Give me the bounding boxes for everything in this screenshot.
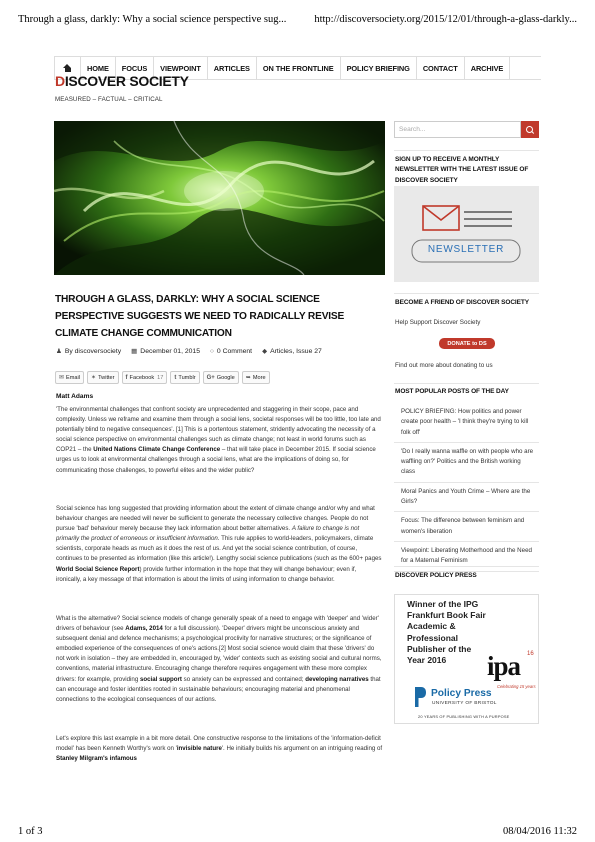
policy-press-heading: DISCOVER POLICY PRESS	[395, 572, 477, 579]
meta-author-text: By discoversociety	[64, 347, 122, 355]
paragraph-emphasis: A failure to change is not primarily the product of erroneous or insufficient information.	[56, 525, 360, 543]
donate-info-link[interactable]: Find out more about donating to us	[395, 362, 493, 369]
share-tumblr-button[interactable]	[170, 371, 199, 384]
policy-press-name: Policy Press	[431, 688, 492, 699]
policy-press-years: 20 YEARS OF PUBLISHING WITH A PURPOSE	[418, 714, 510, 719]
newsletter-heading: SIGN UP TO RECEIVE A MONTHLY NEWSLETTER WITH THE LATEST ISSUE OF DISCOVER SOCIETY	[395, 156, 529, 184]
article-hero-image	[54, 121, 385, 275]
share-more-label: More	[252, 374, 266, 381]
popular-post-item[interactable]: Moral Panics and Youth Crime – Where are the Girls?	[394, 483, 539, 513]
paragraph-text: for a full discussion). 'Deeper' drivers might be unconscious anxiety and subsequent denial and defence mechanisms; a psychological proclivity for narrative structures; or the significance of embodied experience of the consequences of one's actions.[2] Most social science would claim that these 'drivers' do not work in isolation – they are embedded in, encouraged by, 'wider' contexts such as existing social and cultural norms, conventions, material infrastructure. Encouraging change therefore requires engagement with these more complex drivers: for example, providing	[56, 625, 382, 683]
meta-date	[131, 347, 200, 355]
policy-press-ad[interactable]	[394, 594, 539, 724]
support-text: Help Support Discover Society	[395, 319, 481, 326]
popular-heading: MOST POPULAR POSTS OF THE DAY	[395, 388, 509, 395]
paragraph-text: This rule applies to world-leaders, policymakers, climate scientists, corporate heads as much as it does the rest of us. And yet the social science contribution, of course, continues to be presented as information (like this article!). Lengthy social science publications (such as the 600+ pages	[56, 535, 382, 563]
ipa-caption: Celebrating 15 years	[497, 684, 536, 689]
milgram-link[interactable]: Stanley Milgram's infamous	[56, 755, 137, 763]
logo-initial: D	[55, 74, 65, 86]
paragraph-text: Social science has long suggested that providing information about the extent of climate change and/or why and what behaviour changes are needed will never be sufficient to generate the necessary collective changes. People do not pursue 'bad' behaviour merely because they lack information about better alternatives.	[56, 505, 375, 533]
policy-press-logo-icon	[415, 687, 426, 707]
nav-item-home[interactable]: HOME	[81, 57, 116, 79]
tag-icon: ◆	[262, 348, 268, 355]
paragraph-text: '. He initially builds his argument on an intriguing reading of	[221, 745, 383, 753]
nav-item-articles[interactable]: ARTICLES	[208, 57, 257, 79]
share-facebook-button[interactable]	[122, 371, 168, 384]
social-support-link[interactable]: social support	[139, 675, 182, 683]
share-tumblr-label: Tumblr	[178, 374, 196, 381]
nav-item-contact[interactable]: CONTACT	[417, 57, 465, 79]
world-social-science-report-link[interactable]: World Social Science Report	[56, 565, 140, 573]
nav-item-archive[interactable]: ARCHIVE	[465, 57, 511, 79]
ipa-year: 16	[527, 651, 534, 657]
sidebar-divider	[394, 383, 539, 384]
policy-press-university: UNIVERSITY OF BRISTOL	[432, 701, 497, 706]
article-paragraph	[56, 405, 383, 476]
share-email-button[interactable]	[55, 371, 84, 384]
calendar-icon: ▦	[131, 348, 138, 355]
sidebar-divider	[394, 150, 539, 151]
print-page-number: 1 of 3	[18, 826, 43, 837]
share-google-button[interactable]	[203, 371, 239, 384]
search-input[interactable]: Search...	[394, 121, 521, 138]
popular-post-item[interactable]: POLICY BRIEFING: How politics and power create poor health – 'I think they're trying to kill folk off'	[394, 403, 539, 443]
article-title: THROUGH A GLASS, DARKLY: WHY A SOCIAL SCIENCE PERSPECTIVE SUGGESTS WE NEED TO RADICALLY REVISE CLIMATE CHANGE COMMUNICATION	[55, 294, 345, 339]
invisible-nature-link[interactable]: invisible nature	[176, 745, 222, 753]
home-icon	[63, 64, 72, 72]
sidebar-divider	[394, 293, 539, 294]
nav-item-viewpoint[interactable]: VIEWPOINT	[154, 57, 208, 79]
search-icon	[526, 126, 534, 134]
popular-post-item[interactable]: Focus: The difference between feminism and women's liberation	[394, 512, 539, 542]
share-facebook-label: Facebook	[129, 374, 155, 381]
cop21-link[interactable]: United Nations Climate Change Conference	[93, 446, 221, 454]
google-icon: G+	[206, 374, 215, 381]
share-twitter-button[interactable]	[87, 371, 119, 384]
facebook-icon: f	[125, 374, 128, 381]
developing-narratives-link[interactable]: developing narratives	[305, 675, 369, 683]
article-paragraph	[56, 614, 383, 705]
paragraph-text: – that will take place in December 2015. If social science urges us to look at environmental challenges through a social lens, what are the implications of doing so, for communicating those challenges, to powerful elites and the wider public?	[56, 446, 376, 474]
share-google-label: Google	[216, 374, 235, 381]
meta-comments-text: 0 Comment	[216, 347, 253, 355]
popular-post-item[interactable]: 'Do I really wanna waffle on with people who are waffling on?' Politics and the British working class	[394, 443, 539, 483]
share-facebook-count: 17	[157, 374, 164, 381]
popular-post-item[interactable]: Viewpoint: Liberating Motherhood and the Need for a Maternal Feminism	[394, 542, 539, 572]
nav-item-focus[interactable]: FOCUS	[116, 57, 154, 79]
share-twitter-label: Twitter	[98, 374, 115, 381]
comment-icon: ○	[209, 347, 214, 355]
paragraph-text: What is the alternative? Social science models of change generally speak of a need to engage with 'deeper' and 'wider' drivers of behaviour (see	[56, 615, 379, 633]
article-paragraph	[56, 504, 383, 585]
meta-categories[interactable]	[262, 347, 322, 355]
email-icon: ✉	[59, 375, 65, 381]
friend-heading: BECOME A FRIEND OF DISCOVER SOCIETY	[395, 299, 529, 306]
paragraph-text: that can encourage and foster identities rooted in sustainable behaviours; encouraging material and phenomenal connections to the ecological consequences of our actions.	[56, 675, 381, 703]
article-meta	[56, 347, 386, 355]
tumblr-icon: t	[174, 374, 177, 381]
newsletter-image-label: NEWSLETTER	[427, 244, 505, 255]
logo-rest: ISCOVER SOCIETY	[64, 74, 189, 86]
share-email-label: Email	[66, 374, 81, 381]
print-datetime: 08/04/2016 11:32	[503, 826, 577, 837]
newsletter-signup-image[interactable]	[394, 186, 539, 282]
share-icon: ➥	[245, 375, 251, 381]
user-icon: ♟	[56, 348, 62, 355]
paragraph-text: 'The environmental challenges that confront society are unprecedented and staggering in their scope, pace and complexity. Unless we reframe and examine them through a social lens, societal responses will be too little, too late and potentially blind to negative consequences'. [1] This is a portentous statement, stridently advocating the necessity of a social science perspective on environmental challenges such as climate change; not least in world forums such as COP21 – the	[56, 406, 381, 454]
print-page-url: http://discoversociety.org/2015/12/01/through-a-glass-darkly...	[314, 14, 577, 25]
paragraph-text: Let's explore this last example in a bit more detail. One constructive response to the limitations of the 'information-deficit model' has been Kenneth Worthy's work on '	[56, 735, 381, 753]
site-logo[interactable]	[55, 74, 189, 86]
site-tagline: MEASURED – FACTUAL – CRITICAL	[55, 96, 163, 103]
meta-categories-text: Articles, Issue 27	[270, 347, 322, 355]
popular-posts-list	[394, 403, 539, 572]
nav-item-on-the-frontline[interactable]: ON THE FRONTLINE	[257, 57, 341, 79]
paragraph-text: so anxiety can be expressed and contained;	[181, 675, 306, 683]
search-button[interactable]	[521, 121, 539, 138]
hero-image-graphic	[54, 121, 385, 275]
adams-2014-link[interactable]: Adams, 2014	[125, 625, 163, 633]
meta-comments[interactable]	[210, 348, 252, 355]
ipa-logo: ipa	[487, 651, 521, 681]
share-more-button[interactable]	[242, 371, 270, 384]
article-author: Matt Adams	[56, 393, 94, 400]
donate-button[interactable]: DONATE to DS	[439, 338, 495, 349]
nav-item-policy-briefing[interactable]: POLICY BRIEFING	[341, 57, 417, 79]
meta-author[interactable]	[56, 347, 121, 355]
print-page-title: Through a glass, darkly: Why a social science perspective sug...	[18, 14, 287, 25]
share-buttons	[55, 371, 273, 384]
ad-award-text: Winner of the IPG Frankfurt Book Fair Academic & Professional Publisher of the Year 2016	[407, 599, 486, 666]
paragraph-text: ) provide further information in the hope that they will change behaviour; even if, ironically, a key message of that information is about the limits of using information to change behavior.	[56, 565, 357, 583]
article-paragraph	[56, 734, 383, 764]
newsletter-envelope-graphic	[394, 186, 539, 282]
sidebar-divider	[394, 566, 539, 567]
meta-date-text: December 01, 2015	[140, 347, 200, 355]
twitter-icon: ✶	[91, 375, 97, 381]
